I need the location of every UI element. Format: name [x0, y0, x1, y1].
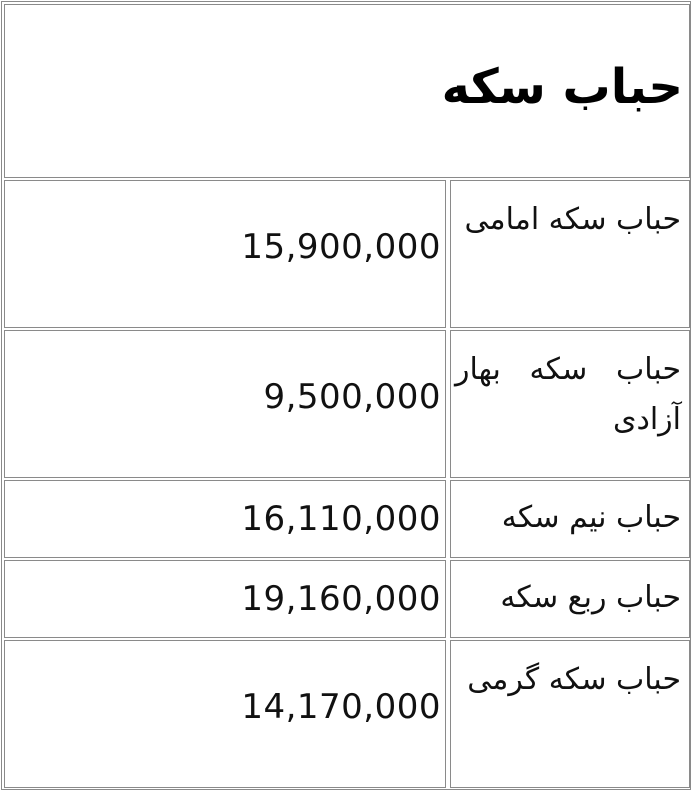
price-table — [1, 1, 691, 790]
table-row — [4, 180, 690, 328]
table-row — [4, 640, 690, 788]
table-title: حباب سکه — [441, 59, 683, 115]
row-label: حباب سکه گرمی — [450, 640, 690, 788]
table-row — [4, 480, 690, 558]
row-value: 9,500,000 — [4, 330, 446, 478]
row-label: حباب نیم سکه — [450, 480, 690, 558]
row-label: حباب سکه بهار آزادی — [450, 330, 690, 478]
row-value: 14,170,000 — [4, 640, 446, 788]
table-row — [4, 330, 690, 478]
row-value: 15,900,000 — [4, 180, 446, 328]
row-value: 16,110,000 — [4, 480, 446, 558]
table-row — [4, 560, 690, 638]
row-label: حباب ربع سکه — [450, 560, 690, 638]
row-value: 19,160,000 — [4, 560, 446, 638]
row-label: حباب سکه امامی — [450, 180, 690, 328]
table-title-cell — [4, 4, 690, 178]
